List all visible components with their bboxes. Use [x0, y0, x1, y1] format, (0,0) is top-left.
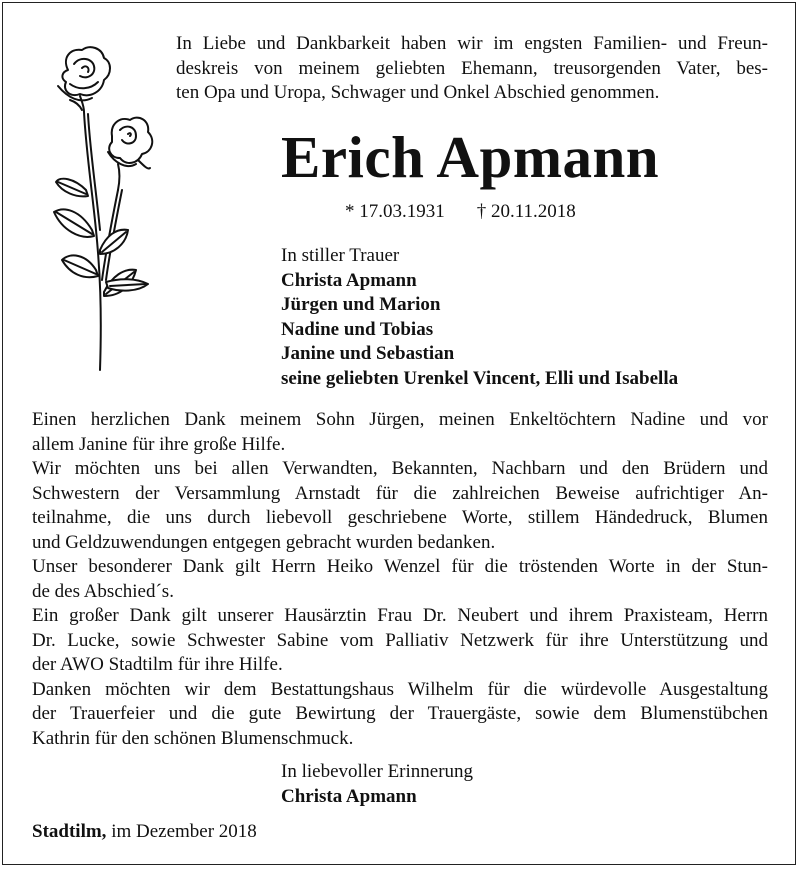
intro-line: ten Opa und Uropa, Schwager und Onkel Abschied genommen.	[176, 82, 660, 103]
intro-text	[176, 32, 768, 106]
rose-illustration	[40, 40, 170, 380]
place: Stadtilm,	[32, 821, 107, 842]
thanks-line: Unser besonderer Dank gilt Herrn Heiko Wenzel für die tröstenden Worte in der Stun-	[32, 556, 768, 577]
mourners-block	[281, 244, 678, 391]
thanks-line: Kathrin für den schönen Blumenschmuck.	[32, 727, 354, 749]
deceased-name: Erich Apmann	[281, 124, 660, 190]
mourning-intro: In stiller Trauer	[281, 245, 400, 266]
thanks-line: und Geldzuwendungen entgegen gebracht wurden bedanken.	[32, 531, 496, 553]
closing-intro: In liebevoller Erinnerung	[281, 761, 474, 782]
thanks-text	[32, 408, 768, 751]
mourner-line: Janine und Sebastian	[281, 343, 455, 364]
thanks-line: Einen herzlichen Dank meinem Sohn Jürgen, meinen Enkeltöchtern Nadine und vor	[32, 409, 768, 430]
thanks-line: de des Abschied´s.	[32, 580, 174, 602]
date: im Dezember 2018	[111, 821, 257, 842]
mourner-line: Jürgen und Marion	[281, 294, 441, 315]
thanks-line: Dr. Lucke, sowie Schwester Sabine vom Palliativ Netzwerk für ihre Unterstützung und	[32, 629, 768, 651]
mourner-line: Christa Apmann	[281, 269, 417, 291]
thanks-line: Schwestern der Versammlung Arnstadt für die zahlreichen Beweise aufrichtiger An-	[32, 482, 768, 504]
place-date	[32, 820, 257, 845]
thanks-line: der Trauerfeier und die gute Bewirtung der Trauergäste, sowie dem Blumenstübchen	[32, 703, 768, 724]
thanks-line: allem Janine für ihre große Hilfe.	[32, 433, 286, 455]
birth-date: * 17.03.1931	[345, 201, 445, 222]
thanks-line: Danken möchten wir dem Bestattungshaus Wilhelm für die würdevolle Ausgestaltung	[32, 678, 768, 700]
closing-block	[281, 760, 473, 809]
thanks-line: teilnahme, die uns durch liebevoll geschriebene Worte, stillem Händedruck, Blumen	[32, 507, 768, 528]
intro-line: In Liebe und Dankbarkeit haben wir im engsten Familien- und Freun-	[176, 33, 768, 54]
closing-name: Christa Apmann	[281, 785, 417, 807]
life-dates	[345, 200, 576, 225]
mourner-line: seine geliebten Urenkel Vincent, Elli und Isabella	[281, 367, 679, 389]
mourner-line: Nadine und Tobias	[281, 318, 434, 340]
thanks-line: Ein großer Dank gilt unserer Hausärztin Frau Dr. Neubert und ihrem Praxisteam, Herrn	[32, 605, 768, 626]
intro-line: deskreis von meinem geliebten Ehemann, treusorgenden Vater, bes-	[176, 57, 768, 79]
thanks-line: Wir möchten uns bei allen Verwandten, Bekannten, Nachbarn und den Brüdern und	[32, 458, 768, 479]
thanks-line: der AWO Stadtilm für ihre Hilfe.	[32, 654, 283, 675]
death-date: † 20.11.2018	[476, 201, 576, 222]
